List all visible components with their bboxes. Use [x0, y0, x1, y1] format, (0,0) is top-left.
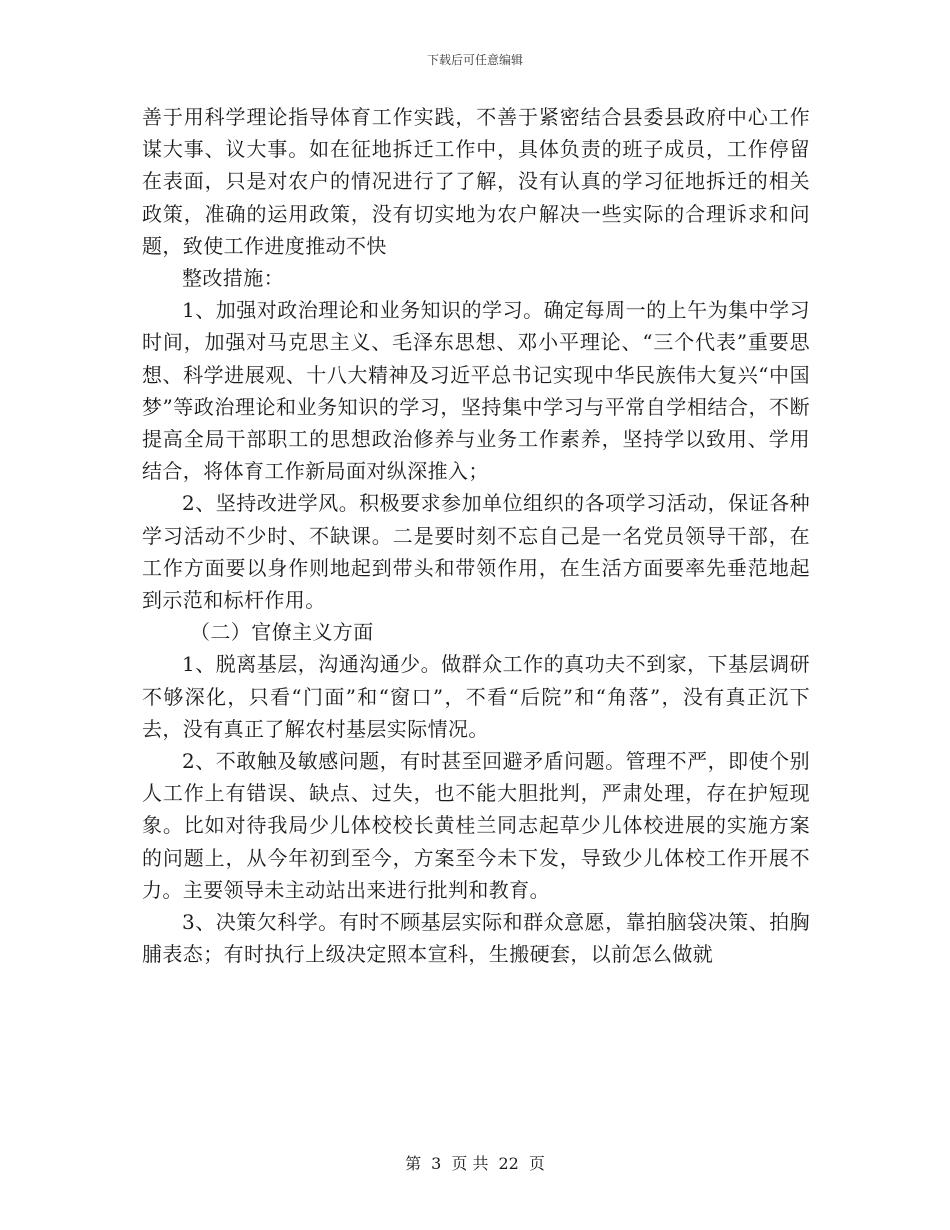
page-footer: [0, 1154, 950, 1174]
document-body: [142, 101, 810, 970]
section-heading-bureaucratism: （二）官僚主义方面: [190, 620, 374, 645]
footer-prefix: 第: [405, 1154, 422, 1173]
current-page-number: 3: [431, 1154, 442, 1173]
paragraph-issue-3: 3、决策欠科学。有时不顾基层实际和群众意愿，靠拍脑袋决策、拍胸脯表态；有时执行上级决定照本宣科，生搬硬套，以前怎么做就: [142, 910, 810, 967]
paragraph-issue-1: 1、脱离基层，沟通沟通少。做群众工作的真功夫不到家，下基层调研不够深化，只看“门面”和“窗口”，不看“后院”和“角落”，没有真正沉下去，没有真正了解农村基层实际情况。: [142, 652, 810, 741]
page-header: 下载后可任意编辑: [426, 53, 523, 67]
total-pages-number: 22: [498, 1154, 519, 1173]
paragraph-measure-2: 2、坚持改进学风。积极要求参加单位组织的各项学习活动，保证各种学习活动不少时、不缺课。二是要时刻不忘自己是一名党员领导干部，在工作方面要以身作则地起到带头和带领作用，在生活方面要率先垂范地起到示范和标杆作用。: [142, 491, 810, 613]
paragraph-rectification-heading: 整改措施：: [182, 266, 284, 291]
paragraph-issue-2: 2、不敢触及敏感问题，有时甚至回避矛盾问题。管理不严，即使个别人工作上有错误、缺点、过失，也不能大胆批判，严肃处理，存在护短现象。比如对待我局少儿体校校长黄桂兰同志起草少儿体校进展的实施方案的问题上，从今年初到至今，方案至今未下发，导致少儿体校工作开展不力。主要领导未主动站出来进行批判和教育。: [142, 749, 810, 902]
paragraph-continuation: 善于用科学理论指导体育工作实践，不善于紧密结合县委县政府中心工作谋大事、议大事。如在征地拆迁工作中，具体负责的班子成员，工作停留在表面，只是对农户的情况进行了了解，没有认真的学习征地拆迁的相关政策，准确的运用政策，没有切实地为农户解决一些实际的合理诉求和问题，致使工作进度推动不快: [142, 105, 810, 258]
paragraph-measure-1: 1、加强对政治理论和业务知识的学习。确定每周一的上午为集中学习时间，加强对马克思主义、毛泽东思想、邓小平理论、“三个代表”重要思想、科学进展观、十八大精神及习近平总书记实现中华民族伟大复兴“中国梦”等政治理论和业务知识的学习，坚持集中学习与平常自学相结合，不断提高全局干部职工的思想政治修养与业务工作素养，坚持学以致用、学用结合，将体育工作新局面对纵深推入；: [142, 298, 810, 484]
footer-middle: 页 共: [451, 1154, 489, 1173]
footer-suffix: 页: [528, 1154, 545, 1173]
